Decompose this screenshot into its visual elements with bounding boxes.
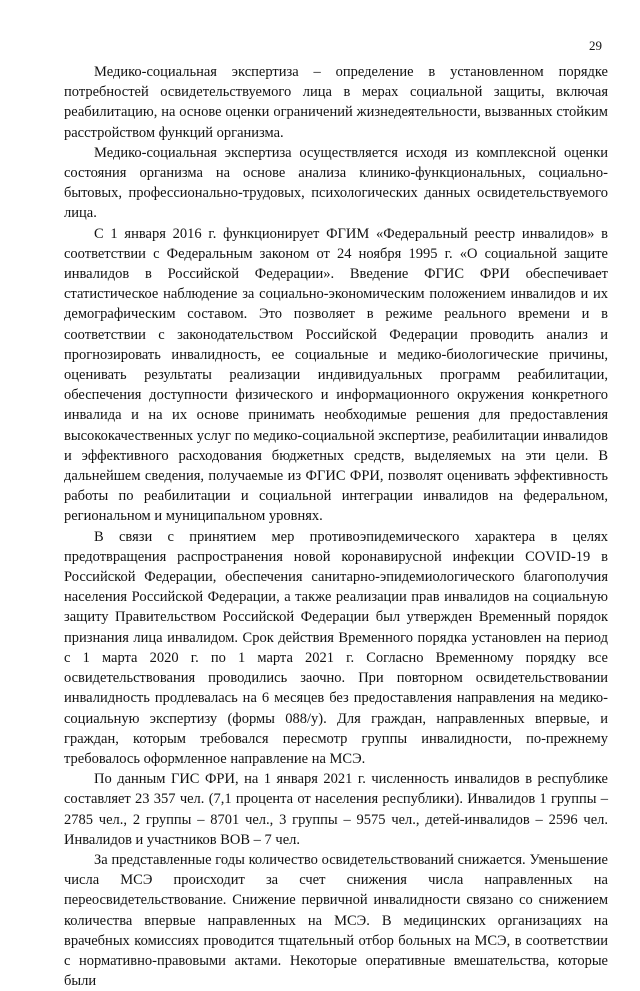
paragraph-msa-assessment: Медико-социальная экспертиза осуществляется исходя из комплексной оценки состояния организма на основе анализа клинико-функциональных, социально-бытовых, профессионально-трудовых, психологических данных освидетельствуемого лица. <box>64 144 608 222</box>
paragraph-disability-statistics: По данным ГИС ФРИ, на 1 января 2021 г. численность инвалидов в республике составляет 23 357 чел. (7,1 процента от населения республики). Инвалидов 1 группы – 2785 чел., 2 группы – 8701 чел., 3 группы – 9575 чел., детей-инвалидов – 2596 чел. Инвалидов и участников ВОВ – 7 чел. <box>64 771 608 848</box>
paragraph-examination-decline: За представленные годы количество освидетельствований снижается. Уменьшение числа МСЭ происходит за счет снижения числа направленных на переосвидетельствование. Снижение первичной инвалидности связано со снижением количества впервые направленных на МСЭ. В медицинских организациях на врачебных комиссиях проводится тщательный отбор больных на МСЭ, в соответствии с нормативно-правовыми актами. Некоторые оперативные вмешательства, которые были <box>64 851 608 990</box>
paragraph-federal-registry: С 1 января 2016 г. функционирует ФГИМ «Федеральный реестр инвалидов» в соответствии с Федеральным законом от 24 ноября 1995 г. «О социальной защите инвалидов в Российской Федерации». Введение ФГИС ФРИ обеспечивает статистическое наблюдение за социально-экономическим положением инвалидов и их демографическим составом. Это позволяет в режиме реального времени и в соответствии с законодательством Российской Федерации проводить анализ и прогнозировать инвалидность, ее социальные и медико-биологические причины, оценивать результаты реализации индивидуальных программ реабилитации, обеспечения доступности физического и информационного окружения конкретного инвалида и на их основе принимать необходимые решения для предоставления высококачественных услуг по медико-социальной экспертизе, реабилитации инвалидов и эффективного расходования бюджетных средств, выделяемых на эти цели. В дальнейшем сведения, получаемые из ФГИС ФРИ, позволят оценивать эффективность работы по реабилитации и социальной интеграции инвалидов на федеральном, региональном и муниципальном уровнях. <box>64 225 608 525</box>
body-text <box>64 62 608 991</box>
page-number: 29 <box>589 38 602 53</box>
paragraph-covid-temporary-order: В связи с принятием мер противоэпидемического характера в целях предотвращения распространения новой коронавирусной инфекции COVID-19 в Российской Федерации, обеспечения санитарно-эпидемиологического благополучия населения Российской Федерации, а также реализации прав инвалидов на социальную защиту Правительством Российской Федерации был утвержден Временный порядок признания лица инвалидом. Срок действия Временного порядка установлен на период с 1 марта 2020 г. по 1 марта 2021 г. Согласно Временному порядку все освидетельствования проводились заочно. При повторном освидетельствовании инвалидность продлевалась на 6 месяцев без предоставления направления на медико-социальную экспертизу (формы 088/у). Для граждан, направленных впервые, и граждан, которым требовался пересмотр группы инвалидности, по-прежнему требовалось оформленное направление на МСЭ. <box>64 528 608 767</box>
paragraph-msa-definition: Медико-социальная экспертиза – определение в установленном порядке потребностей освидетельствуемого лица в мерах социальной защиты, включая реабилитацию, на основе оценки ограничений жизнедеятельности, вызванных стойким расстройством функций организма. <box>64 64 608 141</box>
